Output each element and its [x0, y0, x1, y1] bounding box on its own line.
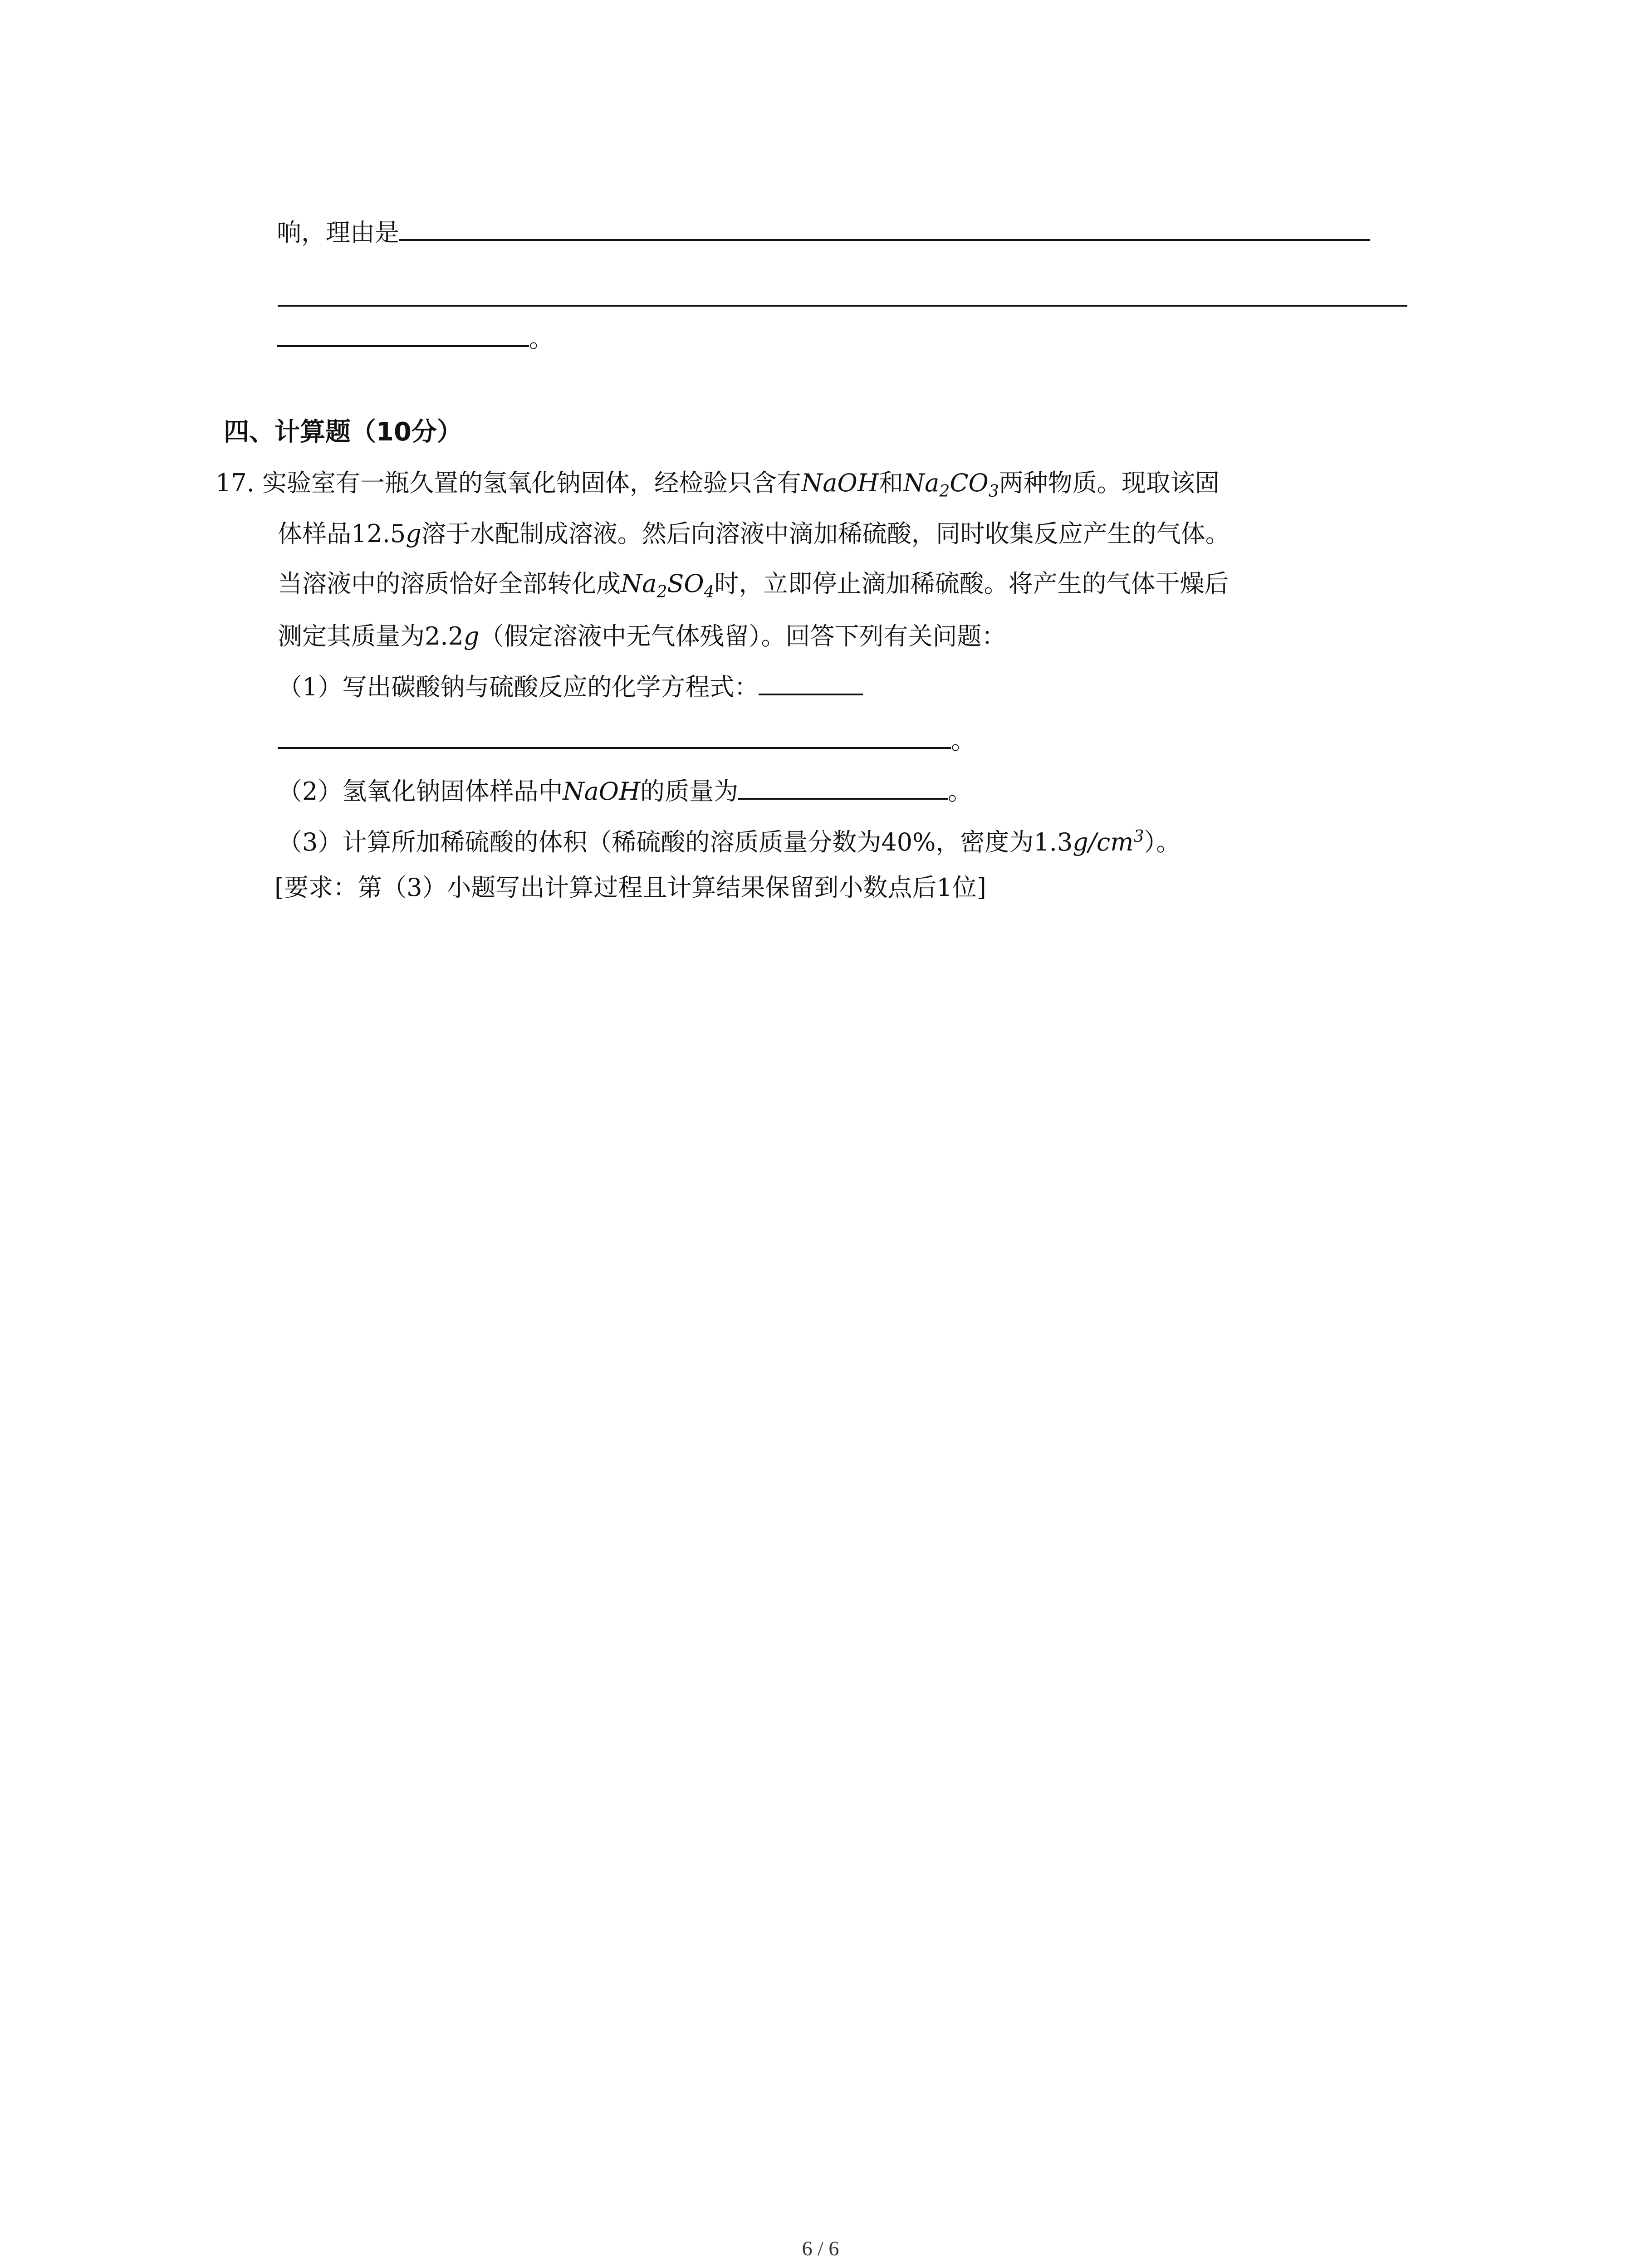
section-title: [224, 416, 462, 448]
q17-requirement: [274, 872, 986, 904]
q17-line-1: [216, 467, 1220, 499]
sub2-period: 。: [948, 777, 973, 806]
answer-blank-3[interactable]: [277, 323, 529, 347]
prev-reason-label: 响，理由是: [277, 218, 399, 247]
q17-text-3a: 当溶液中的溶质恰好全部转化成: [278, 569, 621, 598]
sample-mass-value: 12.5: [351, 519, 406, 548]
formula-naoh: NaOH: [801, 469, 879, 497]
sub2-formula-naoh: NaOH: [563, 777, 641, 806]
sub3-text-b: ，密度为: [936, 828, 1034, 856]
answer-blank-1[interactable]: [399, 217, 1370, 241]
prev-answer-line-3: [277, 323, 554, 355]
page-number: 6 / 6: [802, 2237, 839, 2260]
formula-na2co3: $Na_2CO_3$: [903, 469, 999, 501]
acid-density-unit: $g/cm^3$: [1073, 827, 1144, 856]
q17-sub2: [278, 776, 972, 807]
q17-sub1: [278, 671, 863, 703]
acid-density-value: 1.3: [1034, 828, 1073, 856]
prev-answer-line-1: [277, 217, 1370, 249]
q17-text-1-end: 两种物质。现取该固: [999, 469, 1220, 497]
equation-blank-1[interactable]: [759, 672, 863, 695]
q17-text-2a: 体样品: [278, 519, 351, 548]
q17-sub3: [278, 826, 1181, 858]
sub3-end: ）。: [1144, 828, 1181, 856]
question-number: 17.: [216, 469, 255, 497]
q17-text-4a: 测定其质量为: [278, 622, 425, 650]
q17-sub1-cont: [278, 725, 975, 757]
q17-conj: 和: [878, 469, 903, 497]
sub1-period: 。: [951, 726, 975, 755]
formula-na2so4: $Na_2SO_4$: [621, 569, 715, 601]
gas-mass-unit: g: [463, 622, 480, 650]
answer-blank-2[interactable]: [278, 305, 1407, 307]
q17-text-3b: 时，立即停止滴加稀硫酸。将产生的气体干燥后: [714, 569, 1229, 598]
sub1-text: （1）写出碳酸钠与硫酸反应的化学方程式：: [278, 673, 759, 701]
sample-mass-unit: g: [406, 519, 421, 548]
naoh-mass-blank[interactable]: [738, 776, 948, 800]
q17-line-3: [278, 568, 1229, 600]
q17-line-4: [278, 621, 1006, 652]
q17-text-4b: （假定溶液中无气体残留）。回答下列有关问题：: [479, 622, 1006, 650]
section-title-text: 四、计算题（10分）: [224, 417, 462, 447]
sub2-text-b: 的质量为: [640, 777, 739, 806]
equation-blank-2[interactable]: [278, 725, 951, 749]
requirement-text: [要求：第（3）小题写出计算过程且计算结果保留到小数点后1位]: [274, 873, 986, 902]
q17-line-2: [278, 518, 1230, 550]
sub3-text-a: （3）计算所加稀硫酸的体积（稀硫酸的溶质质量分数为: [278, 828, 882, 856]
q17-text-1: 实验室有一瓶久置的氢氧化钠固体，经检验只含有: [262, 469, 802, 497]
q17-text-2b: 溶于水配制成溶液。然后向溶液中滴加稀硫酸，同时收集反应产生的气体。: [421, 519, 1230, 548]
acid-concentration: 40%: [881, 828, 936, 856]
gas-mass-value: 2.2: [425, 622, 464, 650]
prev-period: 。: [529, 324, 554, 353]
sub2-text-a: （2）氢氧化钠固体样品中: [278, 777, 563, 806]
